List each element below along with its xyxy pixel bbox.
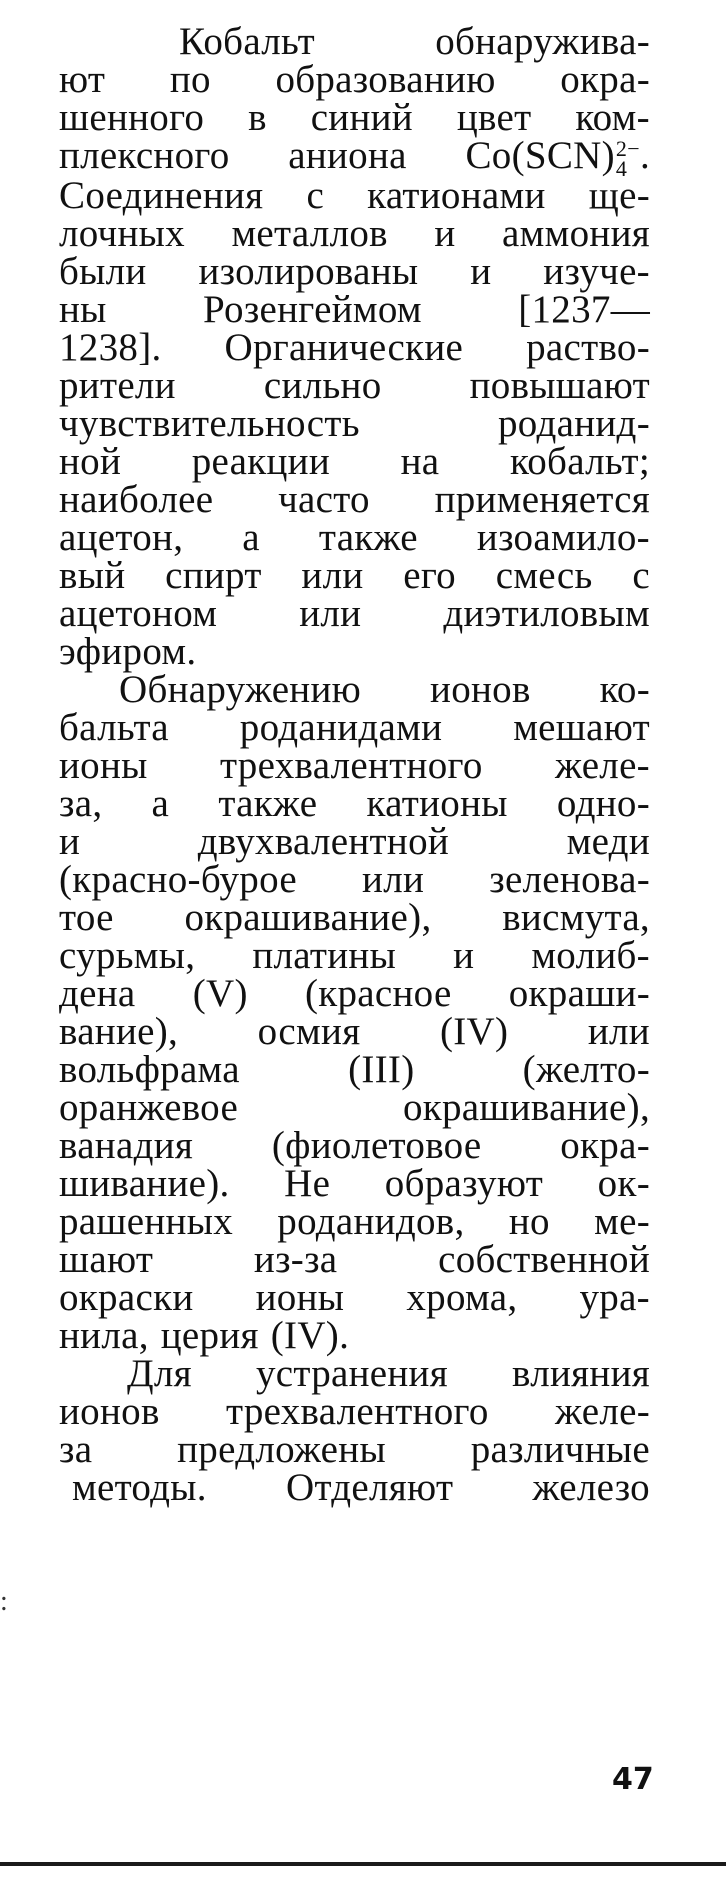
word: мешают (513, 706, 650, 749)
word: вольфрама (59, 1048, 240, 1091)
word: вый (59, 554, 126, 597)
word: шенного (59, 96, 205, 139)
word: также (318, 516, 418, 559)
word: из-за (253, 1238, 338, 1281)
word: ацетон, (59, 516, 184, 559)
word: Кобальт (179, 20, 315, 63)
word: ок- (597, 1162, 650, 1205)
word: Обнаружению (119, 668, 362, 711)
word: применяется (434, 478, 650, 521)
word: с (306, 174, 325, 217)
word: (желто- (522, 1048, 650, 1091)
word: Отделяют (286, 1466, 454, 1509)
word: окрашивание), (402, 1086, 650, 1129)
word: и (434, 212, 456, 255)
word: ионы (59, 744, 148, 787)
word: его (403, 554, 456, 597)
page-number: 47 (612, 1762, 654, 1797)
word: окраски (59, 1276, 194, 1319)
word: образуют (384, 1162, 544, 1205)
word: тое (59, 896, 114, 939)
word: часто (278, 478, 370, 521)
word: (IV). (270, 1314, 350, 1357)
word: шивание). (59, 1162, 230, 1205)
word: обнаружива- (435, 20, 650, 63)
word: или (299, 592, 362, 635)
word: ионов (59, 1390, 160, 1433)
word: меди (566, 820, 650, 863)
word: висмута, (502, 896, 650, 939)
word: лочных (59, 212, 185, 255)
word: раство- (526, 326, 650, 369)
word: устранения (255, 1352, 448, 1395)
word: ванадия (59, 1124, 194, 1167)
word: диэтиловым (443, 592, 650, 635)
word: также (218, 782, 318, 825)
word: желе- (554, 1390, 650, 1433)
text-line (72, 1466, 650, 1510)
word: эфиром. (59, 630, 197, 673)
word: и (59, 820, 81, 863)
word: Не (284, 1162, 331, 1205)
word: [1237— (518, 288, 650, 331)
word: сильно (263, 364, 382, 407)
word: оранжевое (59, 1086, 239, 1129)
word: или (301, 554, 364, 597)
word: церия (160, 1314, 259, 1357)
word: различные (470, 1428, 650, 1471)
word: роданидами (239, 706, 443, 749)
word: наиболее (59, 478, 214, 521)
word: плексного (59, 134, 230, 177)
word: а (242, 516, 260, 559)
page-edge (0, 1862, 726, 1866)
word: Соединения (59, 174, 264, 217)
word: кобальт; (509, 440, 650, 483)
word: образованию (275, 58, 496, 101)
word: (IV) (439, 1010, 509, 1053)
word: (фиолетовое (271, 1124, 482, 1167)
word: 1238]. (59, 326, 162, 369)
word: цвет (456, 96, 532, 139)
word: ком- (575, 96, 650, 139)
word: вание), (59, 1010, 179, 1053)
word: хрома, (406, 1276, 518, 1319)
word: синий (310, 96, 413, 139)
word: Органические (224, 326, 464, 369)
word: Розенгеймом (203, 288, 422, 331)
word: осмия (257, 1010, 361, 1053)
margin-mark: : (0, 1586, 8, 1617)
word: или (587, 1010, 650, 1053)
word: спирт (165, 554, 262, 597)
word: (красно-бурое (59, 858, 297, 901)
word: роданид- (497, 402, 650, 445)
word: и (453, 934, 475, 977)
word: ура- (579, 1276, 650, 1319)
word: ще- (588, 174, 650, 217)
word: трехвалентного (219, 744, 483, 787)
word: молиб- (531, 934, 650, 977)
word: чувствительность (59, 402, 360, 445)
word: ют (59, 58, 106, 101)
word: зеленова- (489, 858, 650, 901)
word: смесь (495, 554, 593, 597)
word: нила, (59, 1314, 149, 1357)
word: рители (59, 364, 176, 407)
word: по (169, 58, 211, 101)
word: изоамило- (476, 516, 650, 559)
word: реакции (191, 440, 331, 483)
word: железо (532, 1466, 650, 1509)
word: ме- (594, 1200, 650, 1243)
word: Для (127, 1352, 192, 1395)
word: и (470, 250, 492, 293)
word: аммония (502, 212, 650, 255)
word: (красное (304, 972, 452, 1015)
chemical-formula: Co(SCN) 2− 4 . (465, 134, 650, 182)
word: ацетоном (59, 592, 218, 635)
text-line (59, 134, 650, 182)
word: но (508, 1200, 550, 1243)
word: дена (59, 972, 136, 1015)
word: изолированы (198, 250, 419, 293)
word: изуче- (543, 250, 650, 293)
word: окра- (560, 1124, 650, 1167)
word: трехвалентного (226, 1390, 489, 1433)
word: металлов (231, 212, 388, 255)
word: влияния (512, 1352, 650, 1395)
word: ионы (255, 1276, 345, 1319)
word: окраши- (508, 972, 650, 1015)
word: предложены (177, 1428, 386, 1471)
word: (III) (348, 1048, 415, 1091)
word: аниона (288, 134, 407, 177)
word: окрашивание), (184, 896, 432, 939)
word: или (362, 858, 425, 901)
word: собственной (438, 1238, 650, 1281)
word: были (59, 250, 147, 293)
word: шают (59, 1238, 154, 1281)
word: одно- (556, 782, 650, 825)
word: ионов (430, 668, 531, 711)
word: рашенных (59, 1200, 233, 1243)
word: катионами (367, 174, 546, 217)
word: роданидов, (277, 1200, 465, 1243)
word: сурьмы, (59, 934, 196, 977)
word: повышают (469, 364, 650, 407)
word: окра- (560, 58, 650, 101)
word: бальта (59, 706, 169, 749)
word: платины (252, 934, 397, 977)
word: в (248, 96, 267, 139)
word: ны (59, 288, 107, 331)
word: двухвалентной (197, 820, 450, 863)
word: (V) (192, 972, 248, 1015)
word: желе- (554, 744, 650, 787)
word: за, (59, 782, 103, 825)
word: ко- (599, 668, 650, 711)
word: методы. (72, 1466, 207, 1509)
word: на (400, 440, 440, 483)
word: с (632, 554, 650, 597)
word: а (151, 782, 170, 825)
word: за (59, 1428, 93, 1471)
word: ной (59, 440, 122, 483)
word: катионы (366, 782, 508, 825)
